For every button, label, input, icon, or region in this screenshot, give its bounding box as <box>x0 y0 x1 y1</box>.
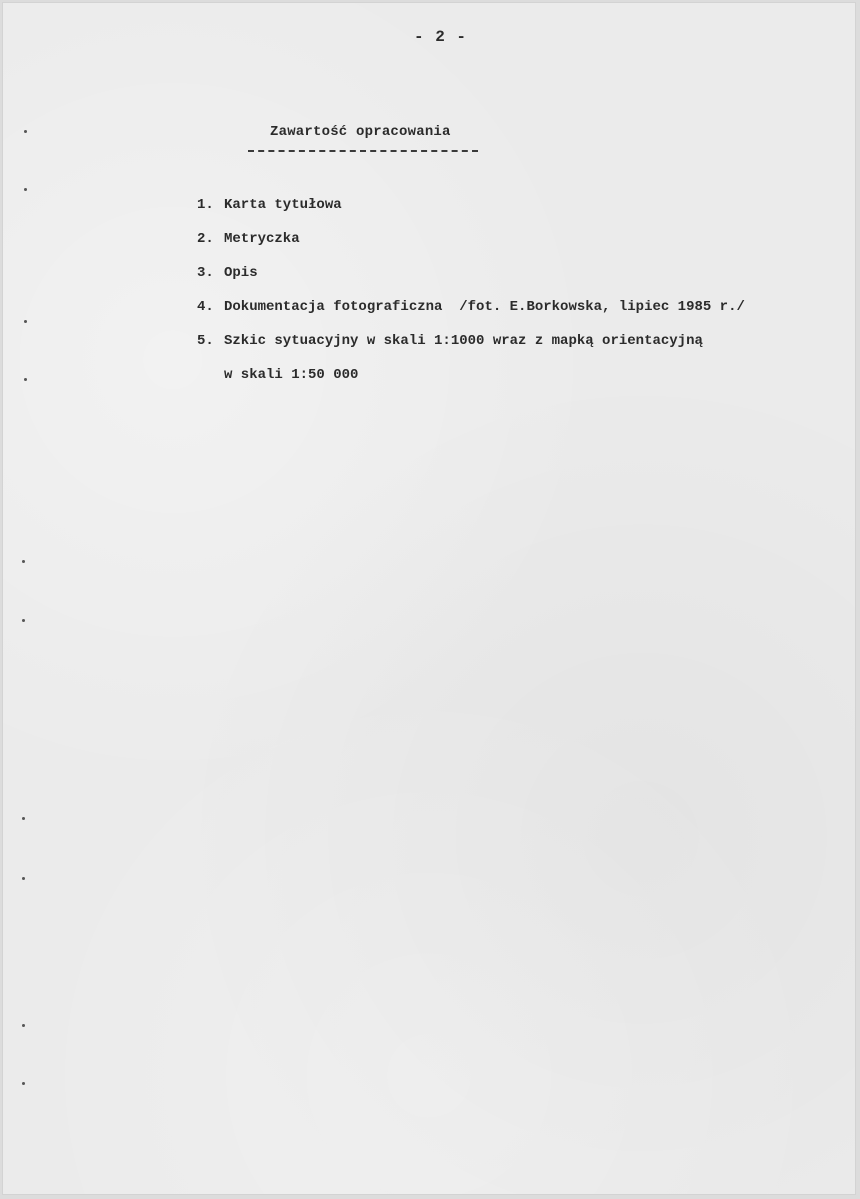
punch-hole-mark <box>22 1024 25 1027</box>
punch-hole-mark <box>22 1082 25 1085</box>
heading-underline <box>248 150 478 152</box>
item-number: 4. <box>197 299 214 315</box>
list-item <box>197 194 745 228</box>
list-item <box>197 262 745 296</box>
punch-hole-mark <box>22 619 25 622</box>
item-number: 2. <box>197 231 214 247</box>
item-number: 1. <box>197 197 214 213</box>
punch-hole-mark <box>22 817 25 820</box>
list-item <box>197 296 745 330</box>
item-number: 5. <box>197 333 214 349</box>
punch-hole-mark <box>24 378 27 381</box>
list-item <box>197 228 745 262</box>
punch-hole-mark <box>22 560 25 563</box>
item-text: Opis <box>224 265 258 281</box>
list-item <box>197 330 745 386</box>
item-text: Dokumentacja fotograficzna /fot. E.Borkowska, lipiec 1985 r./ <box>224 299 745 315</box>
contents-list <box>197 194 745 386</box>
page-title: Zawartość opracowania <box>270 124 451 140</box>
punch-hole-mark <box>24 188 27 191</box>
item-number: 3. <box>197 265 214 281</box>
item-text: Karta tytułowa <box>224 197 342 213</box>
punch-hole-mark <box>24 320 27 323</box>
item-text-continuation: w skali 1:50 000 <box>224 367 359 383</box>
punch-hole-mark <box>24 130 27 133</box>
page-number: - 2 - <box>414 28 468 46</box>
document-page <box>2 2 856 1195</box>
item-text: Szkic sytuacyjny w skali 1:1000 wraz z mapką orientacyjną <box>224 333 703 349</box>
punch-hole-mark <box>22 877 25 880</box>
item-text: Metryczka <box>224 231 300 247</box>
